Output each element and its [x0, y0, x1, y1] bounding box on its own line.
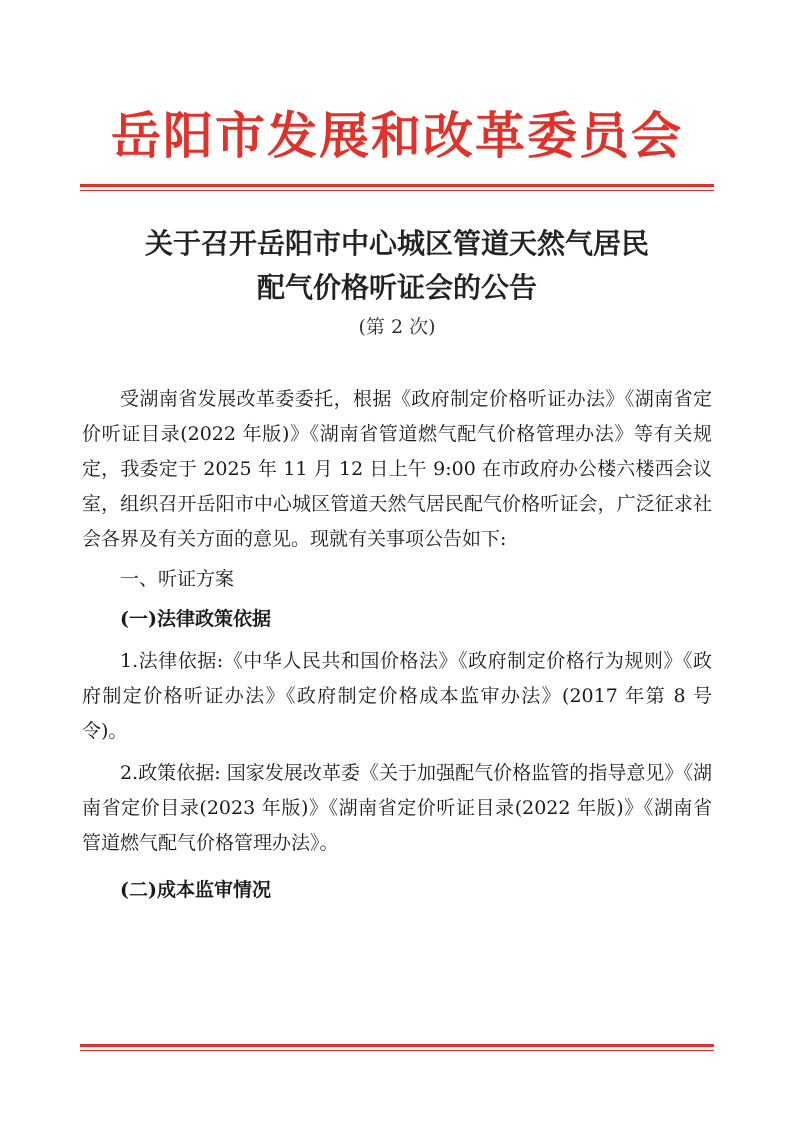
subsection-heading-cost-review: (二)成本监审情况: [120, 879, 271, 901]
notice-title-line-1: 关于召开岳阳市中心城区管道天然气居民: [144, 227, 649, 260]
letterhead-divider: [80, 184, 714, 187]
notice-body: [82, 382, 712, 908]
footer-divider: [80, 1044, 714, 1047]
notice-title: [80, 222, 714, 310]
section-heading-hearing-plan: 一、听证方案: [120, 568, 235, 590]
letterhead-divider-thin: [80, 190, 714, 191]
intro-paragraph: 受湖南省发展改革委委托，根据《政府制定价格听证办法》《湖南省定价听证目录(2022 年版)》《湖南省管道燃气配气价格管理办法》等有关规定，我委定于 2025 年 11 月 12 日上午 9:00 在市政府办公楼六楼西会议室，组织召开岳阳市中心城区管道天然气居民配气价格听证会，广泛征求社会各界及有关方面的意见。现就有关事项公告如下:: [82, 388, 712, 550]
notice-issue-number: (第 2 次): [358, 316, 436, 338]
policy-basis-item: 2.政策依据: 国家发展改革委《关于加强配气价格监管的指导意见》《湖南省定价目录(2023 年版)》《湖南省定价听证目录(2022 年版)》《湖南省管道燃气配气价格管理办法》。: [82, 762, 712, 854]
footer-divider-thin: [80, 1050, 714, 1051]
legal-basis-item: 1.法律依据:《中华人民共和国价格法》《政府制定价格行为规则》《政府制定价格听证办法》《政府制定价格成本监审办法》(2017 年第 8 号令)。: [82, 650, 712, 742]
letterhead-org-name: 岳阳市发展和改革委员会: [111, 107, 683, 165]
notice-title-line-2: 配气价格听证会的公告: [256, 271, 537, 304]
subsection-heading-legal-basis: (一)法律政策依据: [120, 608, 271, 630]
